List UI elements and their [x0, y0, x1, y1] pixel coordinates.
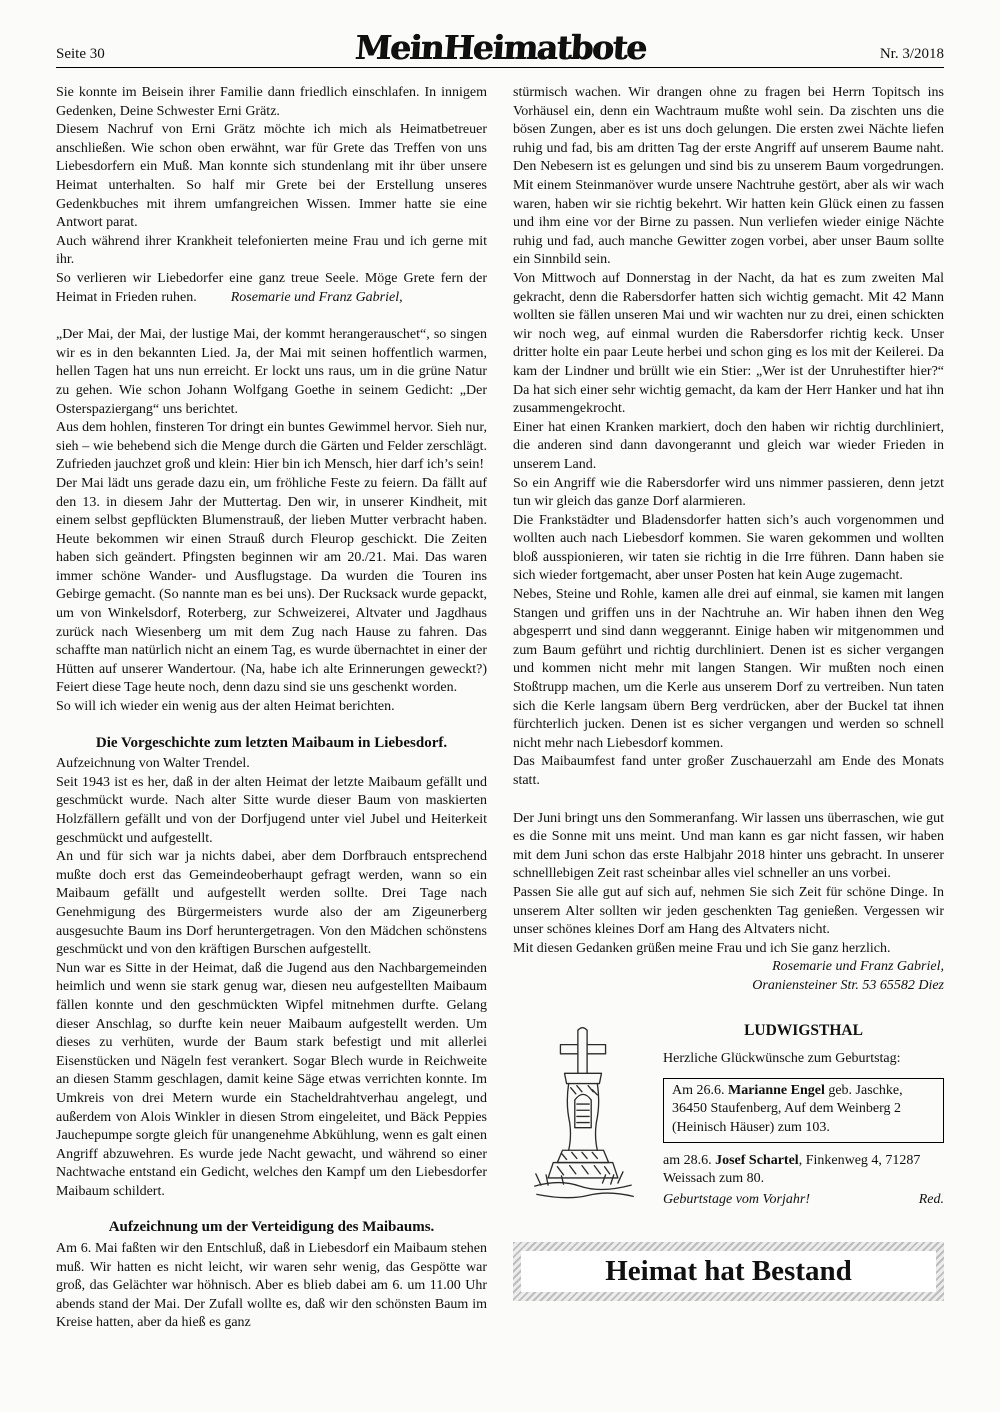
monument-illustration [513, 1020, 653, 1220]
paragraph: Einer hat einen Kranken markiert, doch den haben wir richtig durchliniert, die anderen sind dann davongerannt und gleich war wieder Frieden in unserem Land. [513, 419, 944, 472]
birthday-box-prefix: Am 26.6. [672, 1082, 728, 1098]
birthday-box-name: Marianne Engel [728, 1082, 825, 1098]
birthday-entry [663, 1152, 944, 1189]
section-heading-vorgeschichte: Die Vorgeschichte zum letzten Maibaum in Liebesdorf. [95, 734, 448, 751]
paragraph: „Der Mai, der Mai, der lustige Mai, der kommt herangerauschet“, so singen wir es in den bekannten Lied. Ja, der Mai mit seinen hoffentlich warmen, hellen Tagen hat uns nun erreicht. Er lockt uns raus, um in die grüne Natur zu gehen. Wie schon Johann Wolfgang Goethe in seinem Gedicht: „Der Osterspaziergang“ uns berichtet. [56, 327, 487, 417]
paragraph: Mit diesen Gedanken grüßen meine Frau und ich Sie ganz herzlich. [513, 940, 891, 956]
birthday-entry-name: Josef Schartel [715, 1152, 799, 1168]
verteidigung-block [56, 1240, 487, 1333]
maibaum-story-block [513, 84, 944, 791]
block-spacer [56, 307, 487, 326]
paragraph: Nun war es Sitte in der Heimat, daß die Jugend aus den Nachbargemeinden heimlich und wenn sie stark genug war, diesen neu aufgestellten Maibaum fällen konnte und den geschmückten Wipfel mitnehmen durfte. Gelang dieser Anschlag, so durfte kein neuer Maibaum aufgestellt werden. Um dieses zu verhüten, wurde der Baum stark befestigt und mit allerlei Eisenstücken und Nägeln fest verankert. Sogar Blech wurde in Reichweite an diesen Stamm geschlagen, damit keine Säge etwas verrichten konnte. Im Umkreis von drei Metern wurde ein Stacheldrahtverhau angelegt, und außerdem von Alois Winkler in diesen Strom eingeleitet, und Bäck Peppies Jauchepumpe sorgte gleich für unangenehme Abkühlung, wenn es galt einen Angriff abzuwehren. Es wurde jede Nacht gewacht, und während so einer Nachtwache entstand ein Gedicht, welches den Kampf um den Liebesdorfer Maibaum schildert. [56, 960, 487, 1199]
paragraph: So will ich wieder ein wenig aus der alten Heimat berichten. [56, 699, 395, 715]
paragraph: Am 6. Mai faßten wir den Entschluß, daß in Liebesdorf ein Maibaum stehen muß. Wir hatten es nicht leicht, wir waren sehr wenig, das Gespötte war groß, das Gelächter war höhnisch. Aber es blieb dabei am 6. um 11.00 Uhr abends stand der Mai. Der Zufall wollte es, daß wir den schönsten Baum im Kreise hatten, aber da hieß es ganz [56, 1241, 487, 1331]
block-spacer [513, 791, 944, 810]
mai-block [56, 326, 487, 716]
paragraph: Aufzeichnung von Walter Trendel. [56, 756, 250, 772]
birthday-box-rest: geb. Jaschke, 36450 Staufenberg, Auf dem Weinberg 2 (Heinisch Häuser) zum 103. [672, 1082, 903, 1135]
birthday-intro: Herzliche Glückwünsche zum Geburtstag: [663, 1051, 901, 1067]
page-header [56, 28, 945, 68]
banner-title: Heimat hat Bestand [521, 1251, 936, 1293]
vorgeschichte-block [56, 755, 487, 1201]
obituary-signature: Rosemarie und Franz Gabriel, [230, 289, 403, 305]
paragraph: stürmisch wachen. Wir drangen ohne zu fragen bei Herrn Topitsch ins Vorhäusel ein, denn ein Wachtraum mußte wohl sein. Da zischten uns die bösen Zungen, aber es ist uns doch gelungen. Die ersten zwei Nächte liefen ruhig und fad, bis am dritten Tag der erste Angriff auf unserem Baume naht. Den Nebesern ist es gelungen und sind bis zu unserem Baum vorgedrungen. Mit einem Steinmanöver wurde unsere Nachtruhe gestört, aber als wir wach waren, haben wir sie richtig bekehrt. Wir hatten kein Glück einen zu fassen und ihm eine vor der Birne zu passen. Nun verliefen wieder einige Nächte ruhig und fad, auch manche Gewitter zogen vorbei, aber unser Baum sollte ein Sinnbild sein. [513, 85, 944, 268]
issue-label: Nr. 3/2018 [879, 46, 945, 63]
ludwigsthal-content [663, 1020, 944, 1210]
birthday-footnote [663, 1191, 944, 1210]
obituary-closing [56, 270, 487, 307]
birthday-box [663, 1078, 944, 1143]
paragraph: Passen Sie alle gut auf sich auf, nehmen Sie sich Zeit für schöne Dinge. In unserem Alter sollten wir jeden geschenkten Tag genießen. Vergessen wir unser schönes kleines Dorf am Hang des Altvaters nicht. [513, 884, 944, 938]
paragraph: Von Mittwoch auf Donnerstag in der Nacht, da hat es zum zweiten Mal gekracht, denn die Rabersdorfer hatten sich wichtig gemacht. Mit 42 Mann wollten sie fällen unseren Mai und wir wachten nur zu drei, einen schickten wir noch weg, auf einmal wurden die Rabersdorfer richtig keck. Unser dritter holte ein paar Leute herbei und schon ging es los mit der Keilerei. Da kam der Lindner und brüllt wie ein Stier: „Wer ist der Unruhestifter hier?“ Da hat sich einer sehr wichtig gemacht, da kam der Herr Hanker und hat ihn zusammengekrocht. [513, 270, 944, 417]
obituary-block [56, 84, 487, 270]
paragraph: Das Maibaumfest fand unter großer Zuschauerzahl am Ende des Monats statt. [513, 754, 944, 789]
juni-block [513, 810, 944, 959]
paragraph: Aus dem hohlen, finsteren Tor dringt ein buntes Gewimmel hervor. Sieh nur, sieh – wie behebend sich die Menge durch die Gärten und Felder zerschlägt. Zufrieden jauchzet groß und klein: Hier bin ich Mensch, hier darf ich’s sein! [56, 420, 487, 473]
ludwigsthal-section [513, 1020, 944, 1220]
left-column [56, 84, 487, 1333]
paragraph: Nebes, Steine und Rohle, kamen alle drei auf einmal, sie kamen mit langen Stangen und griffen uns in der Nachtruhe an. Wir haben ihnen den Weg abgesperrt und sind dann weggerannt. Einige haben wir mitgenommen und zum Baum geführt und richtig durchliniert. Denen ist es sicher vergangen und kommen nicht mehr mit langen Stangen. Wir mußten noch einen Stoßtrupp machen, um die Kerle aus unserem Dorf zu vertreiben. Nun taten sich die Kerle langsam übern Berg verdrücken, aber der Buckel tat ihnen fürchterlich jucken. Denen ist es sicher vergangen und werden so schnell nicht mehr nach Liebesdorf kommen. [513, 587, 944, 751]
footnote-text: Geburtstage vom Vorjahr! [663, 1191, 810, 1207]
birthday-entry-prefix: am 28.6. [663, 1152, 716, 1168]
paragraph: So ein Angriff wie die Rabersdorfer wird uns nimmer passieren, denn jetzt tun wir gleich das ganze Dorf alarmieren. [513, 475, 944, 510]
paragraph: An und für sich war ja nichts dabei, aber dem Dorfbrauch entsprechend mußte doch erst das Gemeindeoberhaupt gefragt werden, wann so ein Maibaum gefällt und aufgestellt werden sollte. Drei Tage nach Genehmigung des Bürgermeisters wurde also der am Zigeunerberg ausgesuchte Baum ins Dorf heruntergetragen. Von den Mädchen schönstens geschmückt und von den kräftigen Burschen aufgestellt. [56, 849, 487, 958]
ludwigsthal-heading: LUDWIGSTHAL [744, 1021, 863, 1039]
paragraph: Der Mai lädt uns gerade dazu ein, um fröhliche Feste zu feiern. Da fällt auf den 13. in diesem Jahr der Muttertag. Den wir, in unserer Kindheit, mit einem selbst gepflückten Blumenstrauß, der lieben Mutter verbracht haben. Heute bekommen wir einen Strauß durch Fleurop geschickt. Die Zeiten haben sich geändert. Pfingsten beginnen wir am 20./21. Mai. Das waren immer schöne Wander- und Ausflugstage. Da wurden die Touren ins Gebirge gemacht. (So nannte man es bei uns). Der Rucksack wurde gepackt, um von Winkelsdorf, Roterberg, zur Schweizerei, Altvater und Jagdhaus zurück nach Wiesenberg um mit dem Zug nach Hause zu fahren. Das schaffte man natürlich nicht an einem Tag, es wurde übernachtet in einer der Hütten auf unserer Wandertour. (Na, habe ich alte Erinnerungen geweckt?) Feiert diese Tage heute noch, denn dazu sind sie uns geschenkt worden. [56, 475, 487, 696]
section-heading-verteidigung: Aufzeichnung um der Verteidigung des Maibaums. [108, 1219, 435, 1236]
monument-sketch-icon [513, 1020, 653, 1220]
paragraph: Seit 1943 ist es her, daß in der alten Heimat der letzte Maibaum gefällt und geschmückt wurde. Nach alter Sitte wurde dieser Baum von maskierten Holzfällern gefällt und von der Dorfjugend unter viel Jubel und Heiterkeit geschmückt und aufgestellt. [56, 774, 487, 846]
paragraph: Sie konnte im Beisein ihrer Familie dann friedlich einschlafen. In innigem Gedenken, Deine Schwester Erni Grätz. [56, 85, 487, 119]
footnote-credit: Red. [918, 1191, 944, 1207]
paragraph: Die Frankstädter und Bladensdorfer hatten sich’s auch vorgenommen und wollten auch nach Liebesdorf kommen. Sie waren gekommen und wollten bloß ausspionieren, wir taten sie richtig in die Irre führen. Dann haben sie sich wieder fortgemacht, aber unser Posten hat kein Auge zugemacht. [513, 512, 944, 584]
masthead-title: MeinHeimatbote [353, 28, 647, 67]
paragraph: Auch während ihrer Krankheit telefonierten meine Frau und ich gerne mit ihr. [56, 233, 487, 268]
heimat-banner [513, 1242, 944, 1302]
signature-name: Rosemarie und Franz Gabriel, [772, 959, 944, 975]
birthday-entry-rest: , Finkenweg 4, 71287 Weissach zum 80. [663, 1152, 921, 1187]
obituary-closing-text: So verlieren wir Liebedorfer eine ganz treue Seele. Möge Grete fern der Heimat in Frieden ruhen. [56, 270, 487, 305]
paragraph: Diesem Nachruf von Erni Grätz möchte ich mich als Heimatbetreuer anschließen. Wie schon oben erwähnt, war für Grete das Treffen von uns Liebesdorfern ein Muß. Man konnte sich stundenlang mit ihr über unsere Heimat unterhalten. So half mir Grete bei der Erstellung unseres Gedenkbuches mit ihrem umfangreichen Wissen. Immer hatte sie eine Antwort parat. [56, 122, 487, 231]
signature-address: Oraniensteiner Str. 53 65582 Diez [752, 977, 944, 993]
page-number-label: Seite 30 [56, 46, 105, 63]
paragraph: Der Juni bringt uns den Sommeranfang. Wir lassen uns überraschen, wie gut es die Sonne mit uns meint. Und man kann es gar nicht fassen, wir haben mit dem Juni schon das erste Halbjahr 2018 hinter uns gebracht. In unserer schnelllebigen Zeit rast scheinbar alles viel schneller an uns vorbei. [513, 810, 944, 882]
right-column [513, 84, 944, 1333]
two-column-layout [56, 84, 944, 1333]
